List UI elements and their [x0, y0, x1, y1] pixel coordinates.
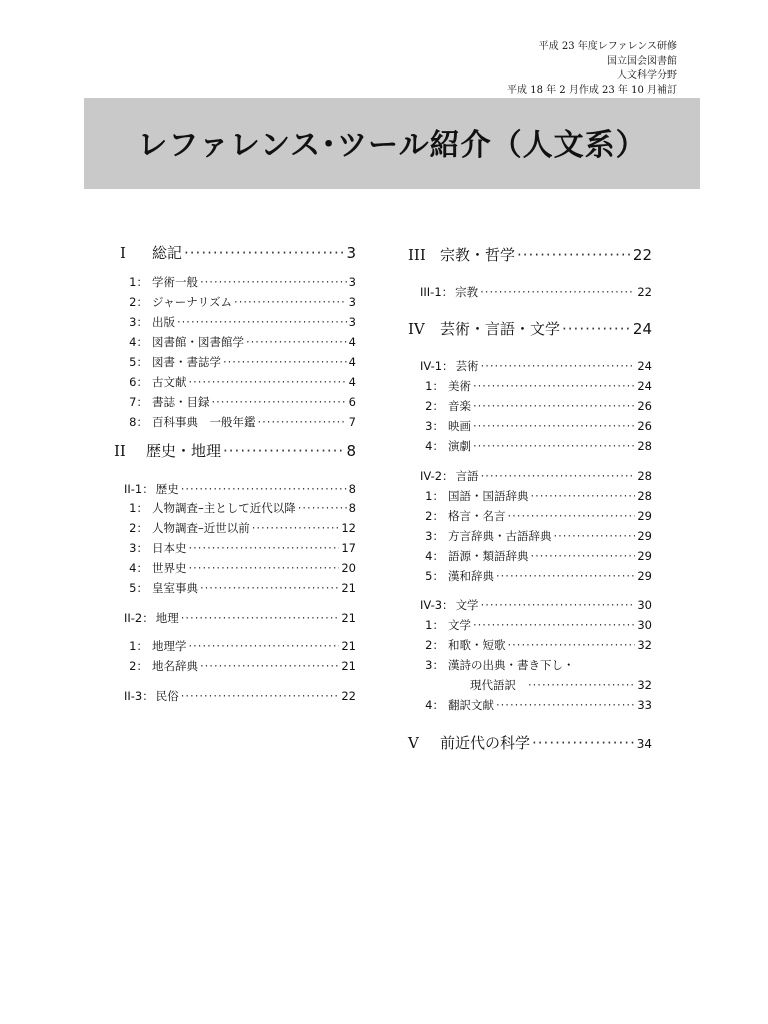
item-label: 日本史: [152, 541, 187, 555]
section-page: 3: [346, 244, 356, 262]
leader-dots: [508, 509, 636, 523]
leader-dots: [508, 638, 636, 652]
leader-dots: [473, 419, 635, 433]
toc-item[interactable]: [126, 334, 356, 350]
item-page: 29: [637, 549, 652, 563]
category-label: 言語: [455, 469, 479, 483]
page-title: レファレンス･ツール紹介（人文系）: [137, 128, 647, 163]
item-label: 美術: [448, 379, 471, 393]
item-page: 24: [637, 379, 652, 393]
toc-item[interactable]: [126, 374, 356, 390]
leader-dots: [189, 541, 340, 555]
item-label: 国語・国語辞典: [448, 489, 529, 503]
item-label: 人物調査–主として近代以降: [152, 501, 296, 515]
leader-dots: [496, 569, 635, 583]
leader-dots: [223, 355, 347, 369]
leader-dots: [181, 611, 340, 625]
item-page: 21: [341, 581, 356, 595]
section-page: 8: [346, 442, 356, 460]
item-page: 17: [341, 541, 356, 555]
toc-item[interactable]: [422, 548, 652, 564]
leader-dots: [562, 320, 631, 338]
leader-dots: [481, 469, 636, 483]
toc-item[interactable]: [422, 508, 652, 524]
section-label: 総記: [152, 244, 183, 262]
item-number: 2：: [425, 509, 444, 523]
category-label: 民俗: [155, 689, 179, 703]
toc-section-1[interactable]: [120, 242, 356, 263]
toc-item[interactable]: [126, 580, 356, 596]
item-page: 4: [348, 375, 356, 389]
item-label: 百科事典 一般年鑑: [152, 415, 256, 429]
toc-item[interactable]: [126, 540, 356, 556]
category-number: II-1：: [124, 482, 154, 496]
item-number: 2：: [129, 295, 148, 309]
toc-item[interactable]: [126, 314, 356, 330]
leader-dots: [473, 399, 635, 413]
leader-dots: [531, 489, 636, 503]
toc-category[interactable]: [420, 468, 652, 484]
section-number: V: [408, 734, 419, 752]
item-number: 2：: [129, 659, 148, 673]
leader-dots: [258, 415, 347, 429]
section-label: 芸術・言語・文学: [440, 320, 561, 338]
toc-item[interactable]: [126, 560, 356, 576]
item-number: 3：: [129, 541, 148, 555]
section-page: 34: [636, 737, 652, 751]
item-label: 漢詩の出典・書き下し・: [448, 658, 575, 672]
category-page: 21: [341, 611, 356, 625]
item-page: 30: [637, 618, 652, 632]
item-label: 図書・書誌学: [152, 355, 221, 369]
toc-item[interactable]: [126, 274, 356, 290]
toc-category[interactable]: [124, 481, 356, 497]
item-number: 1：: [425, 379, 444, 393]
toc-section-3[interactable]: [408, 244, 652, 265]
toc-item[interactable]: [422, 637, 652, 653]
item-page: 6: [348, 395, 356, 409]
leader-dots: [189, 561, 340, 575]
item-page: 3: [348, 295, 356, 309]
leader-dots: [246, 335, 347, 349]
item-page: 21: [341, 639, 356, 653]
section-label: 宗教・哲学: [440, 246, 516, 264]
item-label: 人物調査–近世以前: [152, 521, 250, 535]
toc-item[interactable]: [422, 568, 652, 584]
item-number: 1：: [425, 618, 444, 632]
leader-dots: [473, 379, 635, 393]
item-page: 26: [637, 399, 652, 413]
item-number: 6：: [129, 375, 148, 389]
category-page: 22: [341, 689, 356, 703]
leader-dots: [212, 395, 347, 409]
leader-dots: [252, 521, 340, 535]
toc-category[interactable]: [420, 358, 652, 374]
leader-dots: [189, 375, 347, 389]
item-label: 音楽: [448, 399, 471, 413]
item-label: 現代語訳: [470, 678, 516, 692]
item-number: 4：: [425, 549, 444, 563]
category-page: 24: [637, 359, 652, 373]
item-number: 2：: [425, 399, 444, 413]
item-label: ジャーナリズム: [152, 295, 233, 309]
leader-dots: [473, 618, 635, 632]
leader-dots: [531, 549, 636, 563]
leader-dots: [532, 734, 635, 752]
section-number: I: [120, 244, 126, 262]
title-banner: [84, 98, 700, 189]
leader-dots: [200, 581, 339, 595]
item-number: 1：: [129, 275, 148, 289]
item-label: 地名辞典: [152, 659, 198, 673]
item-number: 3：: [425, 658, 444, 672]
toc-item[interactable]: [126, 658, 356, 674]
item-number: 4：: [129, 561, 148, 575]
leader-dots: [234, 295, 347, 309]
section-page: 22: [632, 246, 652, 264]
item-number: 7：: [129, 395, 148, 409]
item-label: 方言辞典・古語辞典: [448, 529, 552, 543]
toc-category[interactable]: [420, 597, 652, 613]
item-number: 1：: [425, 489, 444, 503]
item-label: 世界史: [152, 561, 187, 575]
item-label: 語源・類語辞典: [448, 549, 529, 563]
leader-dots: [200, 659, 339, 673]
item-number: 3：: [425, 529, 444, 543]
toc-category[interactable]: [420, 284, 652, 300]
toc-section-4[interactable]: [408, 318, 652, 339]
item-label: 地理学: [152, 639, 187, 653]
leader-dots: [298, 501, 347, 515]
category-label: 地理: [155, 611, 179, 625]
item-number: 1：: [129, 639, 148, 653]
section-number: IV: [408, 320, 425, 338]
item-label: 書誌・目録: [152, 395, 210, 409]
item-page: 20: [341, 561, 356, 575]
toc-item[interactable]: [422, 398, 652, 414]
item-label: 映画: [448, 419, 471, 433]
header-line-library: 国立国会図書館: [607, 55, 677, 67]
section-page: 24: [632, 320, 652, 338]
item-number: 5：: [129, 355, 148, 369]
toc-section-5[interactable]: [408, 732, 652, 753]
item-page: 32: [637, 638, 652, 652]
item-label: 和歌・短歌: [448, 638, 506, 652]
item-number: 3：: [129, 315, 148, 329]
toc-item[interactable]: [422, 438, 652, 454]
item-number: 1：: [129, 501, 148, 515]
category-number: II-3：: [124, 689, 154, 703]
category-number: IV-1：: [420, 359, 454, 373]
item-label: 文学: [448, 618, 471, 632]
category-number: IV-2：: [420, 469, 454, 483]
category-label: 芸術: [455, 359, 479, 373]
item-number: 3：: [425, 419, 444, 433]
toc-item[interactable]: [126, 638, 356, 654]
category-page: 8: [348, 482, 356, 496]
toc-item[interactable]: [422, 697, 652, 713]
leader-dots: [473, 439, 635, 453]
item-page: 28: [637, 439, 652, 453]
leader-dots: [481, 359, 636, 373]
category-number: II-2：: [124, 611, 154, 625]
item-page: 29: [637, 509, 652, 523]
header-line-division: 人文科学分野: [617, 70, 677, 81]
document-header: [507, 40, 677, 98]
toc-category[interactable]: [124, 688, 356, 704]
leader-dots: [223, 442, 344, 460]
leader-dots: [517, 246, 631, 264]
item-number: 4：: [425, 439, 444, 453]
section-number: III: [408, 246, 426, 264]
category-label: 文学: [455, 598, 479, 612]
item-page: 21: [341, 659, 356, 673]
leader-dots: [177, 315, 347, 329]
leader-dots: [181, 689, 340, 703]
category-page: 28: [637, 469, 652, 483]
item-number: 5：: [129, 581, 148, 595]
item-label: 演劇: [448, 439, 471, 453]
item-label: 出版: [152, 315, 175, 329]
toc-section-2[interactable]: [114, 440, 356, 461]
item-label: 翻訳文献: [448, 698, 494, 712]
leader-dots: [181, 482, 347, 496]
toc-item[interactable]: [422, 488, 652, 504]
item-page: 28: [637, 489, 652, 503]
item-page: 8: [348, 501, 356, 515]
toc-category[interactable]: [124, 610, 356, 626]
section-label: 歴史・地理: [146, 442, 222, 460]
item-label: 格言・名言: [448, 509, 506, 523]
item-number: 5：: [425, 569, 444, 583]
header-line-date: 平成 18 年 2 月作成 23 年 10 月補訂: [507, 84, 677, 96]
item-number: 4：: [425, 698, 444, 712]
item-page: 26: [637, 419, 652, 433]
leader-dots: [496, 698, 635, 712]
item-page: 4: [348, 355, 356, 369]
header-line-training: 平成 23 年度レファレンス研修: [538, 41, 677, 52]
section-label: 前近代の科学: [440, 734, 531, 752]
item-label: 皇室事典: [152, 581, 198, 595]
toc-item[interactable]: [422, 617, 652, 633]
category-page: 22: [637, 285, 652, 299]
item-page: 32: [637, 678, 652, 692]
item-label: 図書館・図書館学: [152, 335, 244, 349]
category-page: 30: [637, 598, 652, 612]
item-page: 4: [348, 335, 356, 349]
toc-item[interactable]: [126, 354, 356, 370]
item-page: 29: [637, 569, 652, 583]
item-page: 33: [637, 698, 652, 712]
item-page: 3: [348, 315, 356, 329]
item-number: 2：: [129, 521, 148, 535]
section-number: II: [114, 442, 126, 460]
item-page: 7: [348, 415, 356, 429]
leader-dots: [481, 598, 636, 612]
toc-item[interactable]: [126, 520, 356, 536]
item-page: 3: [348, 275, 356, 289]
toc-item[interactable]: [126, 414, 356, 430]
leader-dots: [528, 678, 635, 692]
toc-item[interactable]: [422, 378, 652, 394]
category-label: 宗教: [455, 285, 479, 299]
leader-dots: [554, 529, 636, 543]
toc-item[interactable]: [422, 418, 652, 434]
toc-item[interactable]: [126, 294, 356, 310]
toc-item[interactable]: [422, 657, 652, 673]
category-number: III-1：: [420, 285, 454, 299]
item-page: 29: [637, 529, 652, 543]
item-page: 12: [341, 521, 356, 535]
toc-item[interactable]: [126, 394, 356, 410]
toc-item[interactable]: [422, 528, 652, 544]
leader-dots: [480, 285, 635, 299]
leader-dots: [200, 275, 347, 289]
leader-dots: [189, 639, 340, 653]
item-number: 4：: [129, 335, 148, 349]
item-number: 2：: [425, 638, 444, 652]
item-label: 漢和辞典: [448, 569, 494, 583]
category-number: IV-3：: [420, 598, 454, 612]
item-number: 8：: [129, 415, 148, 429]
item-label: 古文献: [152, 375, 187, 389]
category-label: 歴史: [155, 482, 179, 496]
item-label: 学術一般: [152, 275, 198, 289]
toc-item[interactable]: [126, 500, 356, 516]
toc-item-continuation[interactable]: [470, 677, 652, 693]
leader-dots: [184, 244, 344, 262]
